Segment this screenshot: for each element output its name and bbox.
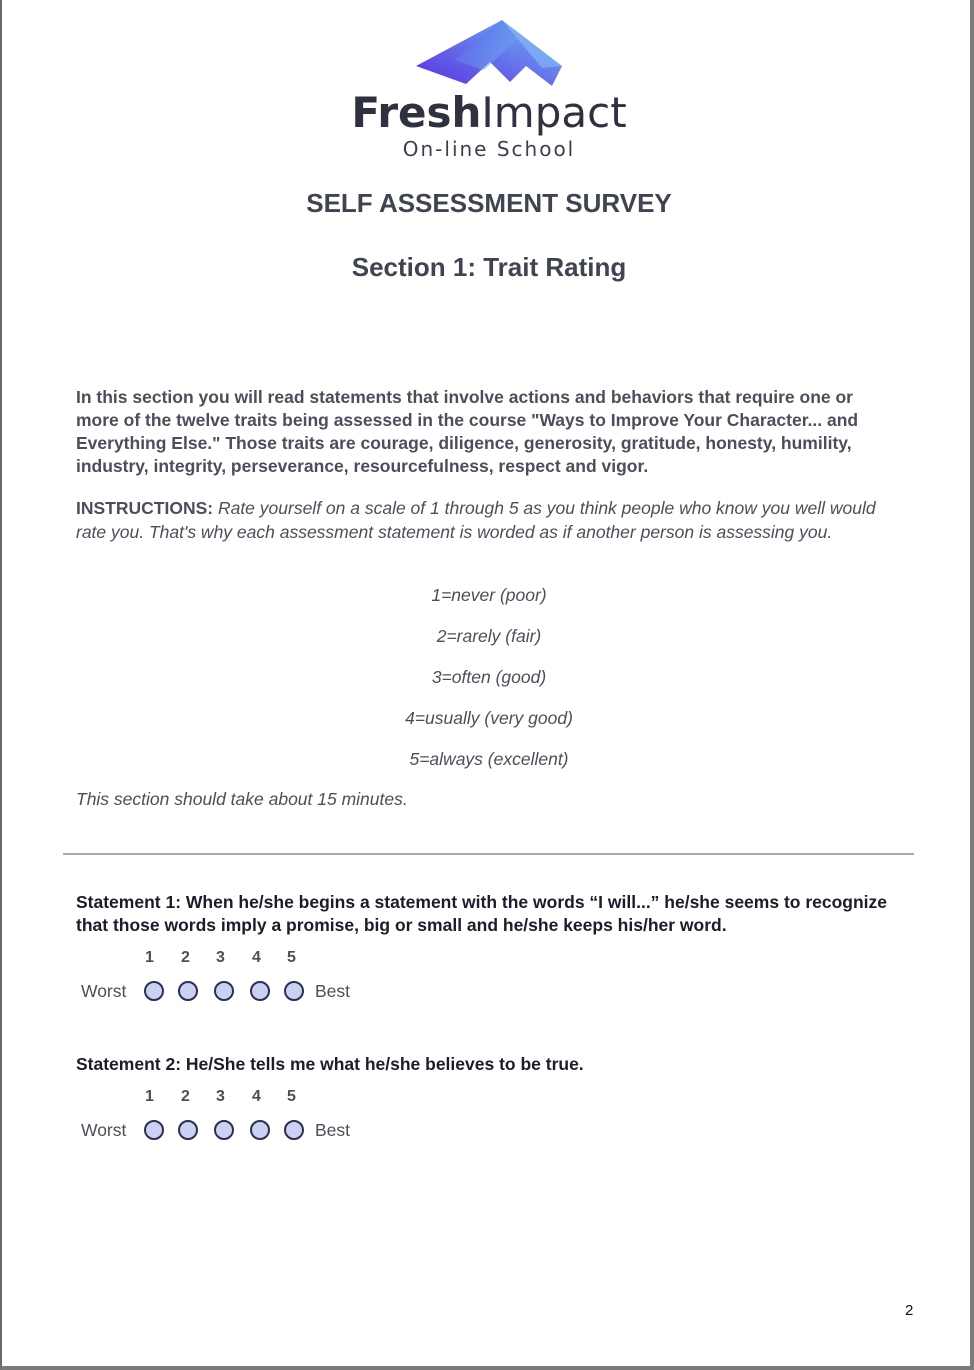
brand-name-regular: Impact [481,88,627,137]
rating-radio-3[interactable] [214,1120,234,1140]
worst-label: Worst [81,1120,127,1140]
scale-item: 4=usually (very good) [405,708,573,728]
brand-name [2,90,974,136]
brand-subtitle: On-line School [402,137,576,161]
statement-text: Statement 1: When he/she begins a statement with the words “I will...” he/she seems to recognize that those words imply a promise, big or small and he/she keeps his/her word. [76,892,888,935]
instructions-paragraph [76,496,896,544]
brand-name-bold: Fresh [351,88,482,137]
rating-number: 5 [287,949,296,966]
rating-number: 1 [145,1088,154,1105]
rating-number: 5 [287,1088,296,1105]
best-label: Best [315,981,351,1001]
statement-2 [76,1053,906,1158]
rating-number: 3 [216,1088,225,1105]
instructions-text: Rate yourself on a scale of 1 through 5 as you think people who know you well would rate you. That's why each assessment statement is worded as if another person is assessing you. [76,498,876,542]
rating-radio-2[interactable] [178,1120,198,1140]
instructions-label: INSTRUCTIONS: [76,498,214,518]
rating-radio-1[interactable] [144,1120,164,1140]
worst-label: Worst [81,981,127,1001]
scale-item: 3=often (good) [431,667,547,687]
rating-row [76,1088,906,1158]
rating-radio-3[interactable] [214,981,234,1001]
survey-title: SELF ASSESSMENT SURVEY [306,188,672,218]
intro-paragraph: In this section you will read statements that involve actions and behaviors that require one or more of the twelve traits being assessed in the course "Ways to Improve Your Character... and Everything Else." Those traits are courage, diligence, generosity, gratitude, honesty, humility, industry, integrity, perseverance, resourcefulness, respect and vigor. [76,387,859,476]
divider [63,853,914,855]
statement-1 [76,891,906,1019]
rating-number: 2 [181,949,190,966]
rating-number: 3 [216,949,225,966]
duration-note: This section should take about 15 minutes. [76,789,408,809]
section-title: Section 1: Trait Rating [351,252,627,282]
rating-radio-4[interactable] [250,981,270,1001]
logo [2,18,974,160]
statement-text: Statement 2: He/She tells me what he/she believes to be true. [76,1054,584,1074]
rating-number: 4 [252,949,261,966]
mountain-logo-icon [414,18,564,86]
scale-item: 2=rarely (fair) [436,626,542,646]
rating-radio-4[interactable] [250,1120,270,1140]
rating-radio-5[interactable] [284,1120,304,1140]
rating-radio-1[interactable] [144,981,164,1001]
rating-radio-2[interactable] [178,981,198,1001]
rating-radio-5[interactable] [284,981,304,1001]
scale-item: 5=always (excellent) [409,749,569,769]
rating-number: 2 [181,1088,190,1105]
rating-number: 4 [252,1088,261,1105]
rating-scale-legend [2,584,974,789]
rating-row [76,949,906,1019]
rating-number: 1 [145,949,154,966]
best-label: Best [315,1120,351,1140]
page-number: 2 [905,1302,914,1319]
scale-item: 1=never (poor) [431,585,547,605]
